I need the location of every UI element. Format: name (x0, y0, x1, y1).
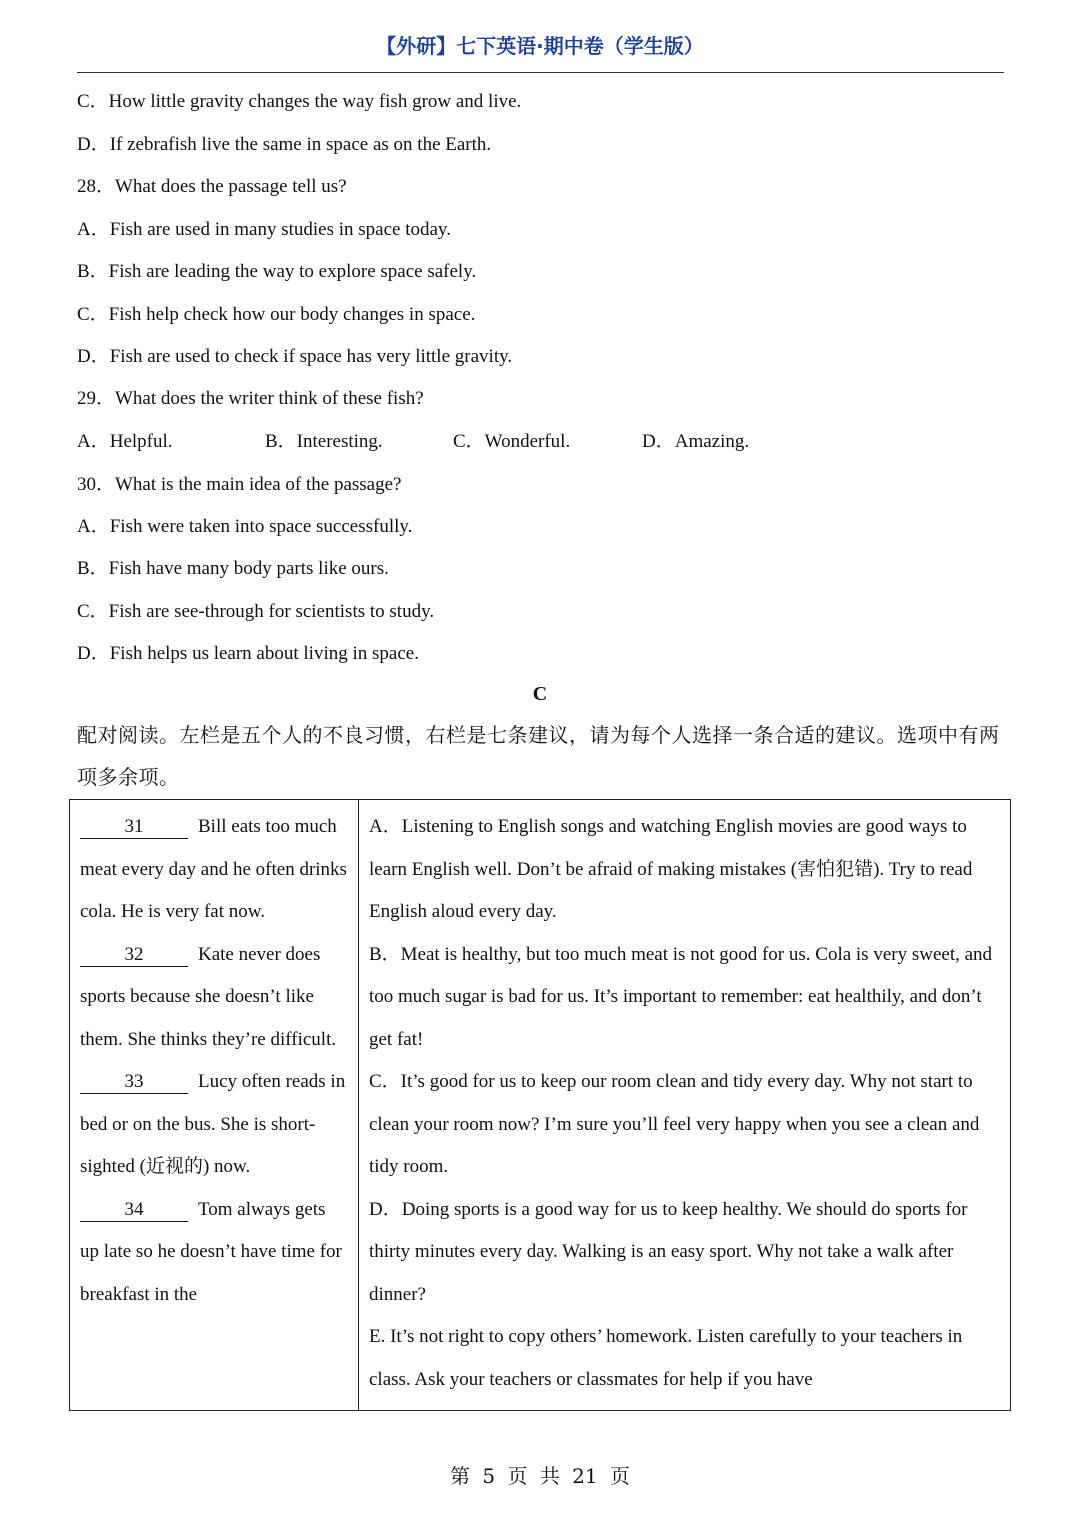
q27-option-d: D．If zebrafish live the same in space as on the Earth. (77, 134, 492, 155)
q29-option-b: B．Interesting. (265, 431, 383, 452)
q28-option-d: D．Fish are used to check if space has very little gravity. (77, 346, 513, 367)
advice-item-c: C．It’s good for us to keep our room clean and tidy every day. Why not start to clean your room now? I’m sure you’ll feel very happy when you see a clean and tidy room. (369, 1071, 980, 1177)
habits-column (70, 800, 359, 1411)
answer-blank-32[interactable]: 32 (80, 944, 188, 967)
q30-question: 30．What is the main idea of the passage? (77, 474, 402, 495)
advice-column (359, 800, 1011, 1411)
q29-option-d: D．Amazing. (642, 431, 750, 452)
matching-table (69, 799, 1011, 1411)
habit-item-33: 33 Lucy often reads in bed or on the bus. She is short-sighted (近视的) now. (80, 1071, 346, 1177)
advice-item-d: D．Doing sports is a good way for us to keep healthy. We should do sports for thirty minutes every day. Walking is an easy sport. Why not take a walk after dinner? (369, 1198, 968, 1305)
q28-question: 28．What does the passage tell us? (77, 176, 347, 197)
section-c-instruction: 配对阅读。左栏是五个人的不良习惯，右栏是七条建议，请为每个人选择一条合适的建议。选项中有两项多余项。 (77, 723, 1000, 789)
q29-question: 29．What does the writer think of these fish? (77, 388, 424, 409)
q29-option-c: C．Wonderful. (453, 431, 571, 452)
page-number: 第 5 页 共 21 页 (450, 1464, 630, 1488)
answer-blank-34[interactable]: 34 (80, 1199, 188, 1222)
advice-item-e: E. It’s not right to copy others’ homework. Listen carefully to your teachers in class. Ask your teachers or classmates for help if you have (369, 1326, 963, 1390)
habit-item-34: 34 Tom always gets up late so he doesn’t have time for breakfast in the (80, 1198, 342, 1305)
q28-option-c: C．Fish help check how our body changes in space. (77, 304, 476, 325)
habit-item-31: 31 Bill eats too much meat every day and he often drinks cola. He is very fat now. (80, 816, 347, 922)
q30-option-a: A．Fish were taken into space successfully. (77, 516, 413, 537)
q30-option-d: D．Fish helps us learn about living in space. (77, 643, 419, 664)
q30-option-c: C．Fish are see-through for scientists to study. (77, 601, 435, 622)
answer-blank-33[interactable]: 33 (80, 1071, 188, 1094)
q28-option-a: A．Fish are used in many studies in space today. (77, 219, 451, 240)
q27-option-c: C．How little gravity changes the way fish grow and live. (77, 91, 522, 112)
habit-item-32: 32 Kate never does sports because she doesn’t like them. She thinks they’re difficult. (80, 943, 337, 1050)
q30-option-b: B．Fish have many body parts like ours. (77, 558, 389, 579)
header-divider (77, 72, 1004, 73)
section-c-title: C (532, 683, 548, 705)
answer-blank-31[interactable]: 31 (80, 816, 188, 839)
q29-option-a: A．Helpful. (77, 431, 173, 452)
q28-option-b: B．Fish are leading the way to explore space safely. (77, 261, 477, 282)
document-header-title: 【外研】七下英语·期中卷（学生版） (376, 34, 704, 58)
advice-item-b: B．Meat is healthy, but too much meat is not good for us. Cola is very sweet, and too much sugar is bad for us. It’s important to remember: eat healthily, and don’t get fat! (369, 943, 993, 1050)
advice-item-a: A．Listening to English songs and watching English movies are good ways to learn English well. Don’t be afraid of making mistakes (害怕犯错). Try to read English aloud every day. (369, 816, 973, 922)
